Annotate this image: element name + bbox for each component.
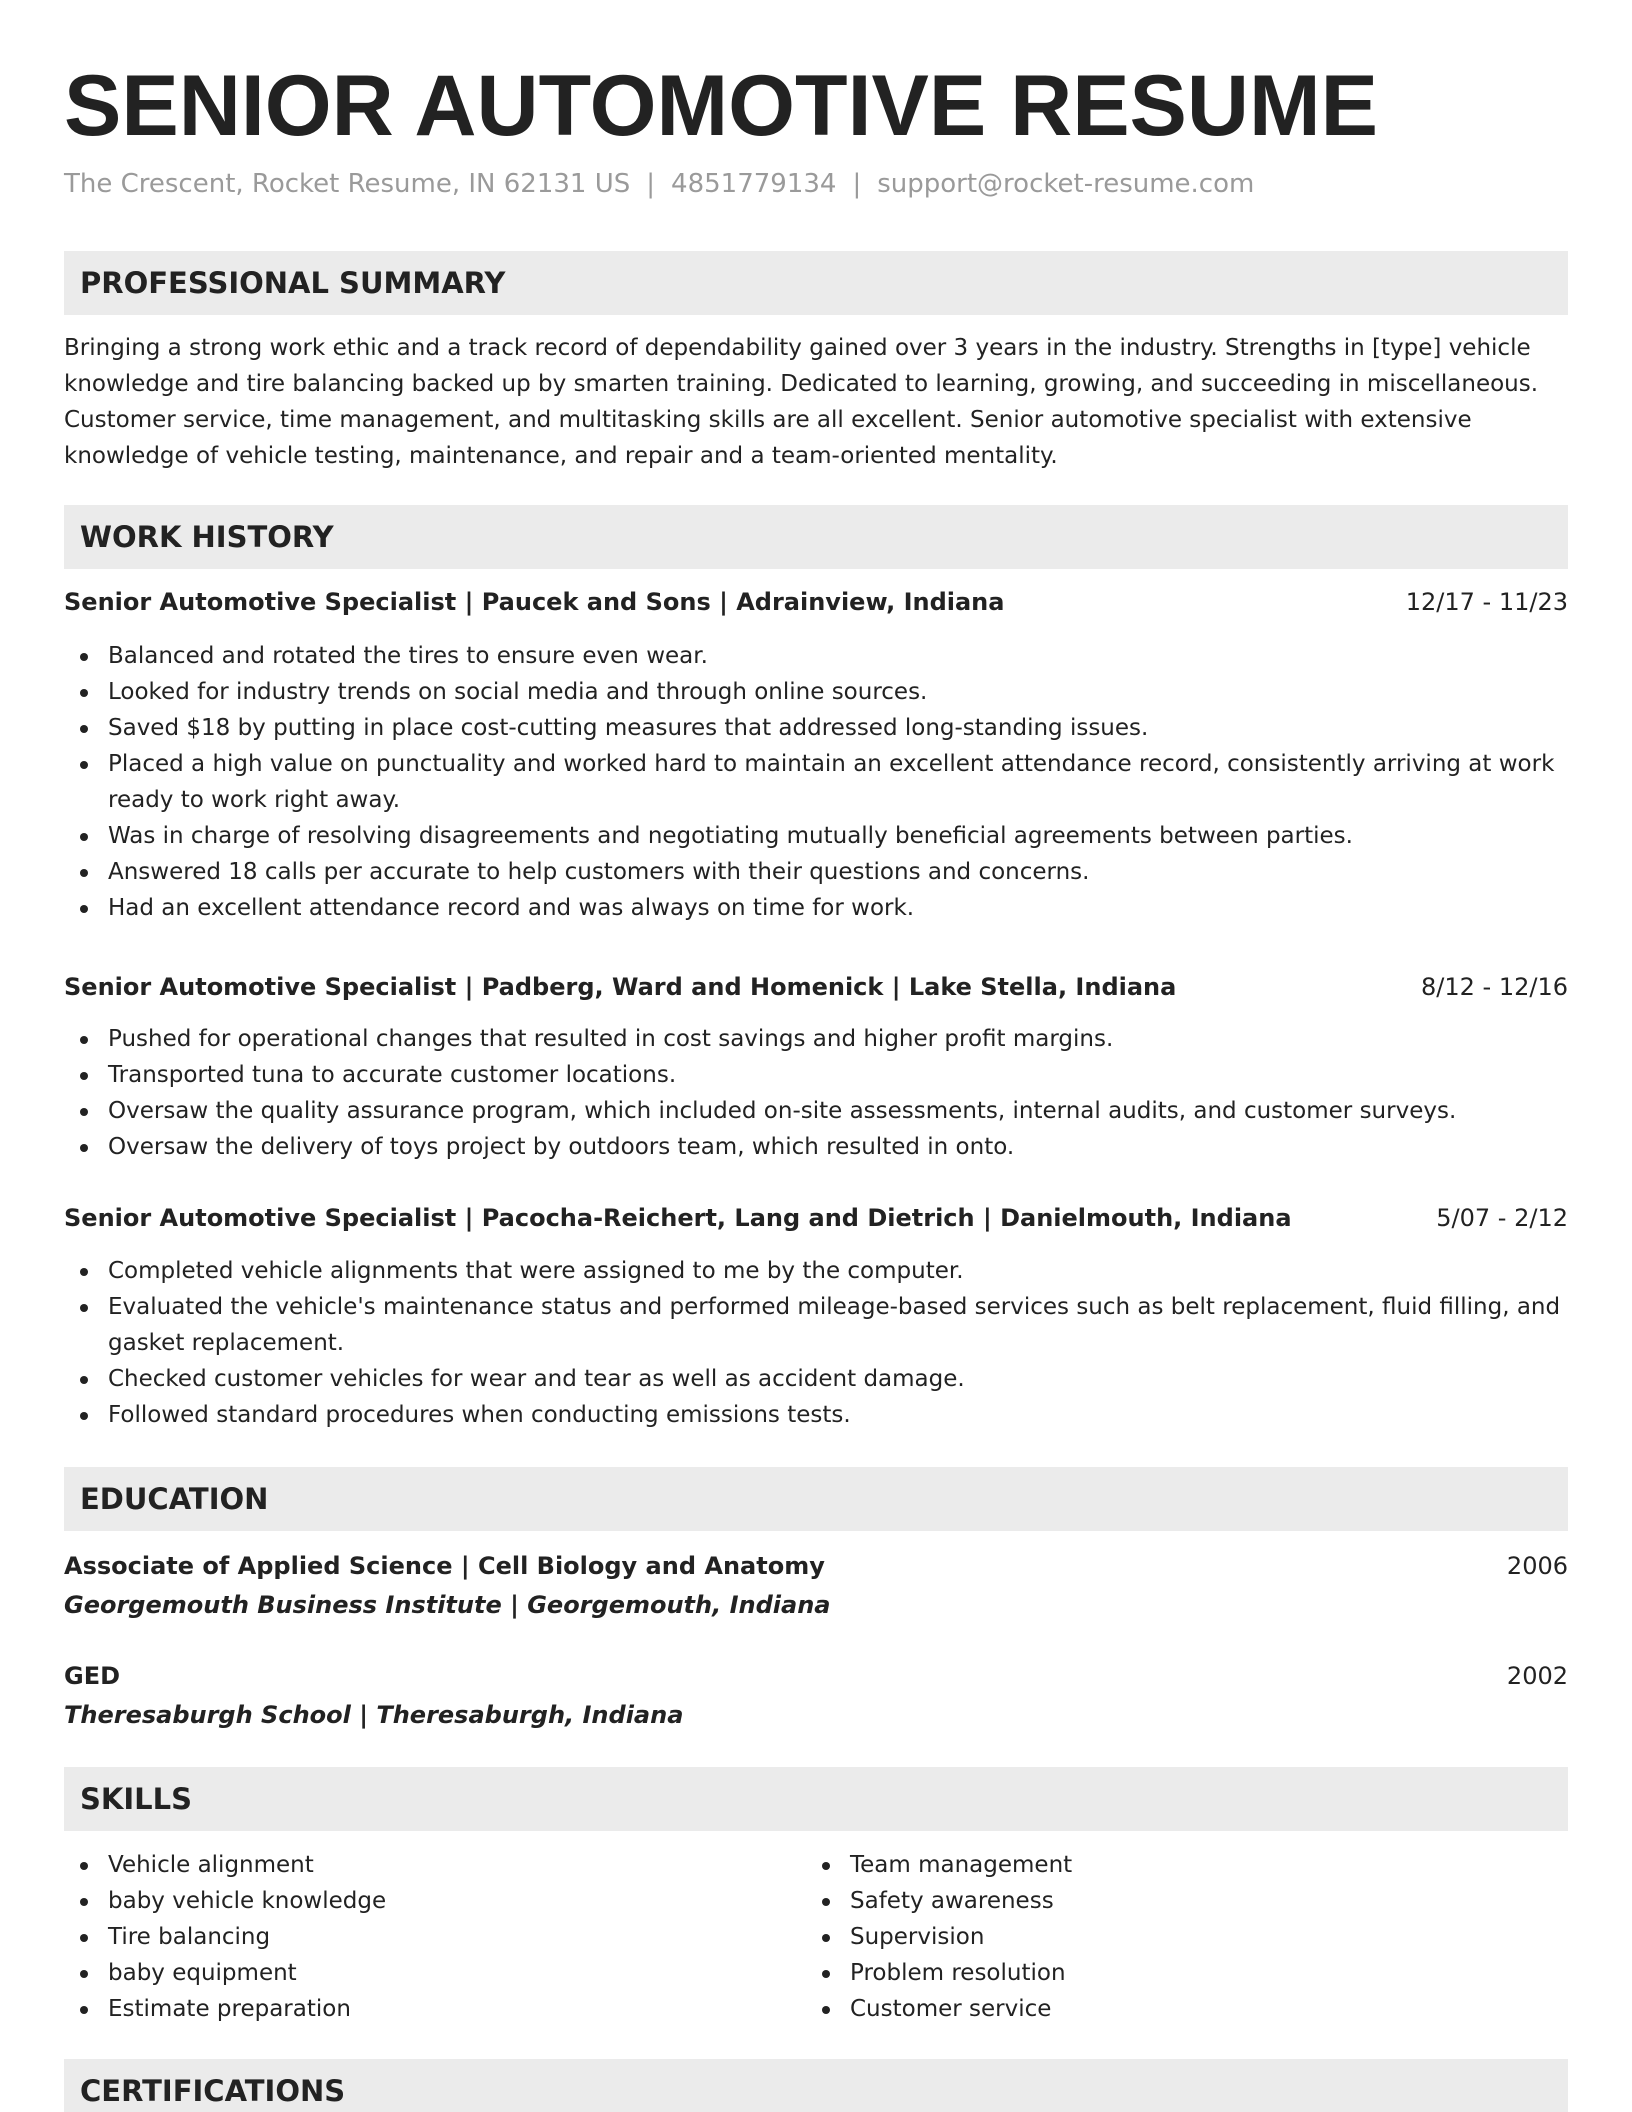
job-bullet-list xyxy=(64,638,1568,926)
skill-item: Problem resolution xyxy=(806,1955,1632,1991)
job-title: Senior Automotive Specialist | Pacocha-Reichert, Lang and Dietrich | Danielmouth, Indiana xyxy=(64,1204,1292,1232)
list-item: Looked for industry trends on social media and through online sources. xyxy=(64,674,1568,710)
contact-address: The Crescent, Rocket Resume, IN 62131 US xyxy=(64,169,631,199)
section-heading-certifications: CERTIFICATIONS xyxy=(64,2059,1568,2112)
job-dates: 12/17 - 11/23 xyxy=(1405,588,1568,616)
education-degree xyxy=(64,1658,1568,1694)
job-header xyxy=(64,1200,1568,1236)
list-item: Was in charge of resolving disagreements and negotiating mutually beneficial agreements between parties. xyxy=(64,818,1568,854)
list-item: Checked customer vehicles for wear and tear as well as accident damage. xyxy=(64,1361,1568,1397)
list-item: Had an excellent attendance record and was always on time for work. xyxy=(64,890,1568,926)
contact-email[interactable]: support@rocket-resume.com xyxy=(877,169,1255,199)
skill-item: Tire balancing xyxy=(64,1919,1568,1955)
degree-year: 2006 xyxy=(1506,1552,1568,1580)
skills-list-right xyxy=(806,1847,1632,2027)
skill-item: baby equipment xyxy=(64,1955,1568,1991)
list-item: Balanced and rotated the tires to ensure even wear. xyxy=(64,638,1568,674)
resume-title: SENIOR AUTOMOTIVE RESUME xyxy=(64,58,1379,154)
skill-item: Supervision xyxy=(806,1919,1632,1955)
skill-item: baby vehicle knowledge xyxy=(64,1883,1568,1919)
contact-phone: 4851779134 xyxy=(671,169,837,199)
section-heading-skills: SKILLS xyxy=(64,1767,1568,1831)
skill-item: Team management xyxy=(806,1847,1632,1883)
skill-item: Safety awareness xyxy=(806,1883,1632,1919)
degree-title: GED xyxy=(64,1662,121,1690)
job-dates: 5/07 - 2/12 xyxy=(1436,1204,1568,1232)
education-school: Theresaburgh School | Theresaburgh, Indiana xyxy=(64,1701,684,1729)
job-dates: 8/12 - 12/16 xyxy=(1421,973,1568,1001)
job-title: Senior Automotive Specialist | Padberg, Ward and Homenick | Lake Stella, Indiana xyxy=(64,973,1177,1001)
list-item: Saved $18 by putting in place cost-cutting measures that addressed long-standing issues. xyxy=(64,710,1568,746)
education-school: Georgemouth Business Institute | Georgemouth, Indiana xyxy=(64,1591,831,1619)
job-bullet-list xyxy=(64,1021,1568,1165)
degree-year: 2002 xyxy=(1506,1662,1568,1690)
education-degree xyxy=(64,1548,1568,1584)
list-item: Followed standard procedures when conducting emissions tests. xyxy=(64,1397,1568,1433)
list-item: Oversaw the delivery of toys project by outdoors team, which resulted in onto. xyxy=(64,1129,1568,1165)
list-item: Answered 18 calls per accurate to help customers with their questions and concerns. xyxy=(64,854,1568,890)
list-item: Pushed for operational changes that resulted in cost savings and higher profit margins. xyxy=(64,1021,1568,1057)
list-item: Transported tuna to accurate customer locations. xyxy=(64,1057,1568,1093)
contact-line xyxy=(64,166,1254,202)
job-header xyxy=(64,969,1568,1005)
contact-separator: | xyxy=(646,169,656,199)
list-item: Oversaw the quality assurance program, which included on-site assessments, internal audits, and customer surveys. xyxy=(64,1093,1568,1129)
list-item: Evaluated the vehicle's maintenance status and performed mileage-based services such as belt replacement, fluid filling, and gasket replacement. xyxy=(64,1289,1568,1361)
job-bullet-list xyxy=(64,1253,1568,1433)
section-heading-education: EDUCATION xyxy=(64,1467,1568,1531)
list-item: Placed a high value on punctuality and worked hard to maintain an excellent attendance record, consistently arriving at work ready to work right away. xyxy=(64,746,1568,818)
section-heading-summary: PROFESSIONAL SUMMARY xyxy=(64,251,1568,315)
contact-separator: | xyxy=(852,169,862,199)
job-title: Senior Automotive Specialist | Paucek and Sons | Adrainview, Indiana xyxy=(64,588,1005,616)
skill-item: Customer service xyxy=(806,1991,1632,2027)
section-heading-work-history: WORK HISTORY xyxy=(64,505,1568,569)
job-header xyxy=(64,584,1568,620)
list-item: Completed vehicle alignments that were assigned to me by the computer. xyxy=(64,1253,1568,1289)
skill-item: Estimate preparation xyxy=(64,1991,1568,2027)
summary-text: Bringing a strong work ethic and a track record of dependability gained over 3 years in the industry. Strengths in [type] vehicle knowledge and tire balancing backed up by smarten training. Dedicated to learning, growing, and succeeding in miscellaneous. Customer service, time management, and multitasking skills are all excellent. Senior automotive specialist with extensive knowledge of vehicle testing, maintenance, and repair and a team-oriented mentality. xyxy=(64,335,1539,469)
degree-title: Associate of Applied Science | Cell Biology and Anatomy xyxy=(64,1552,825,1580)
skill-item: Vehicle alignment xyxy=(64,1847,1568,1883)
